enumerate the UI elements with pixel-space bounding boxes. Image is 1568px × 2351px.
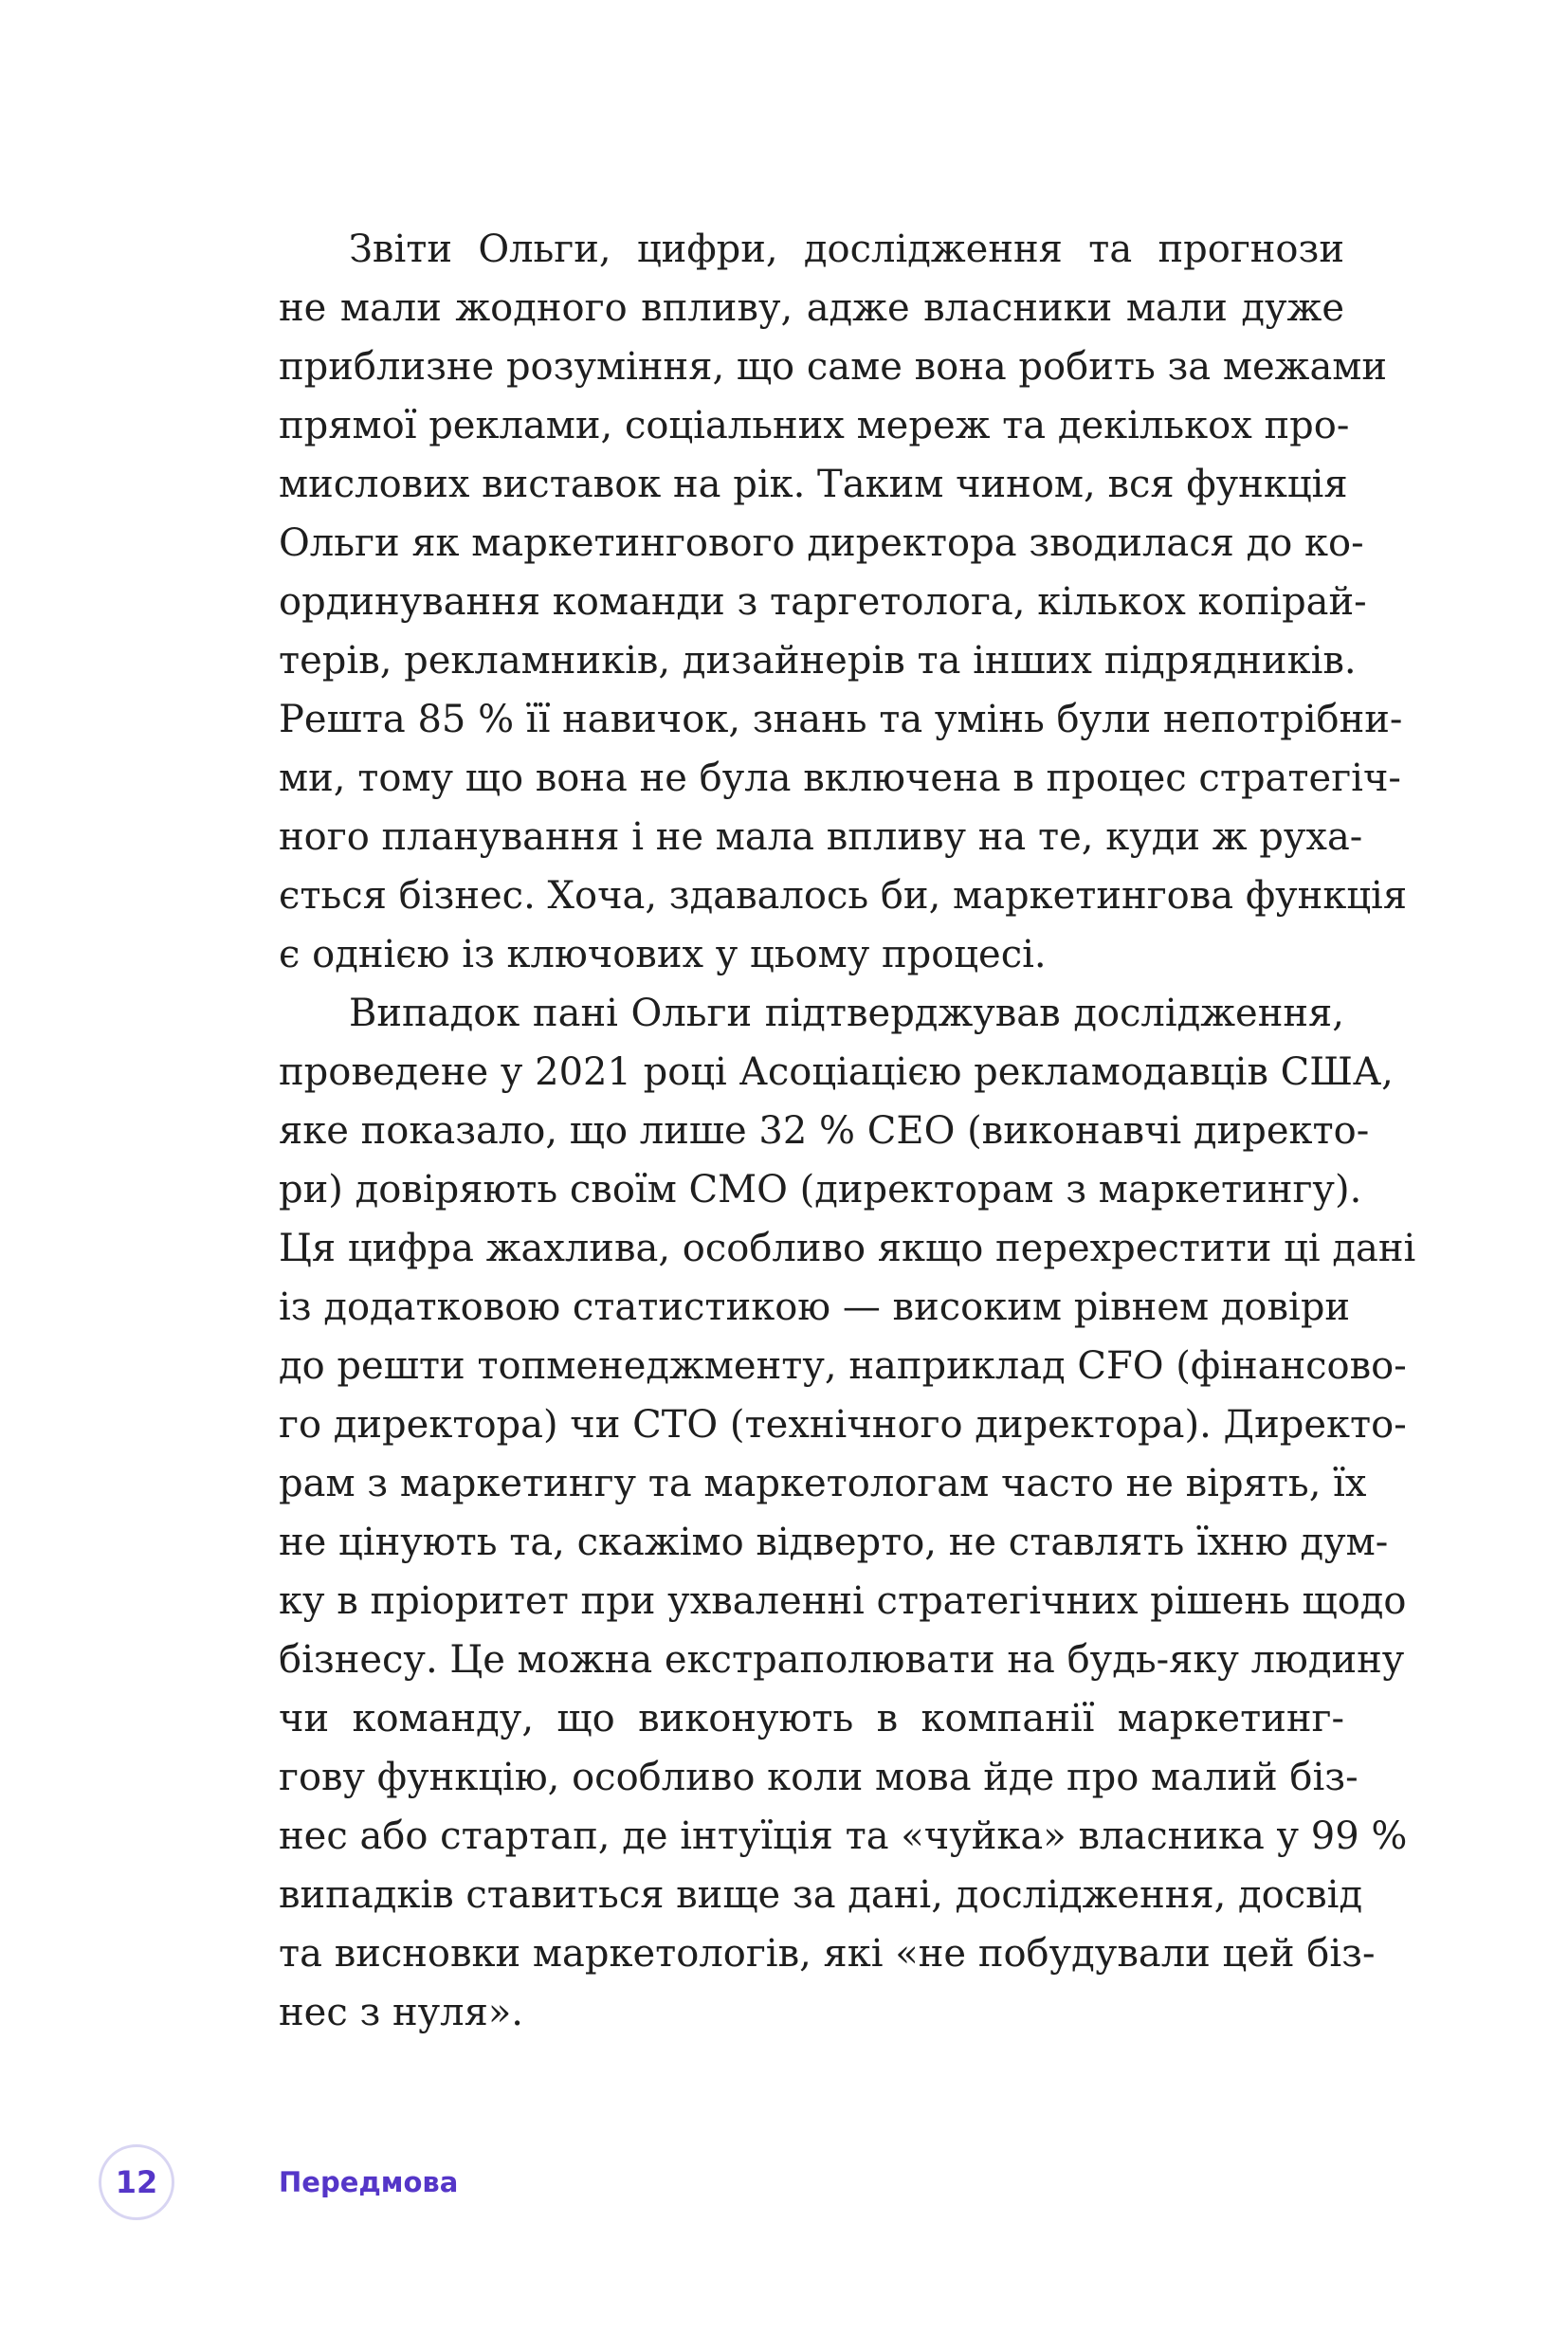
page-number: 12 xyxy=(99,2144,174,2220)
text-line: ного планування і не мала впливу на те, куди ж руха- xyxy=(279,815,1363,859)
text-line: Випадок пані Ольги підтверджував дослідження, xyxy=(349,992,1344,1035)
text-line: рам з маркетингу та маркетологам часто не вірять, їх xyxy=(279,1462,1367,1505)
text-line: прямої реклами, соціальних мереж та декількох про- xyxy=(279,404,1350,447)
text-line: не мали жодного впливу, адже власники мали дуже xyxy=(279,286,1344,330)
text-line: ординування команди з таргетолога, кількох копірай- xyxy=(279,580,1367,624)
text-line: яке показало, що лише 32 % CEO (виконавчі директо- xyxy=(279,1109,1370,1153)
text-line: проведене у 2021 році Асоціацією рекламодавців США, xyxy=(279,1050,1394,1094)
text-line: ми, тому що вона не була включена в процес стратегіч- xyxy=(279,756,1401,800)
text-line: до решти топменеджменту, наприклад CFO (фінансово- xyxy=(279,1344,1407,1388)
text-line: чи команду, що виконують в компанії маркетинг- xyxy=(279,1697,1344,1740)
page-footer xyxy=(99,2144,667,2220)
text-line: ку в пріоритет при ухваленні стратегічних рішень щодо xyxy=(279,1579,1407,1623)
text-line: приблизне розуміння, що саме вона робить за межами xyxy=(279,345,1388,389)
text-line: ри) довіряють своїм CMO (директорам з маркетингу). xyxy=(279,1168,1362,1212)
text-line: гову функцію, особливо коли мова йде про малий біз- xyxy=(279,1756,1358,1799)
text-line: терів, рекламників, дизайнерів та інших підрядників. xyxy=(279,639,1357,683)
paragraph-2 xyxy=(279,984,1416,2042)
text-line: із додатковою статистикою — високим рівнем довіри xyxy=(279,1285,1351,1329)
text-line: є однією із ключових у цьому процесі. xyxy=(279,933,1047,976)
text-line: нес з нуля». xyxy=(279,1991,524,2034)
body-text xyxy=(279,220,1416,2042)
text-line: Ольги як маркетингового директора зводилася до ко- xyxy=(279,521,1364,565)
text-line: та висновки маркетологів, які «не побудували цей біз- xyxy=(279,1932,1376,1976)
text-line: го директора) чи CTO (технічного директора). Директо- xyxy=(279,1403,1407,1447)
section-title: Передмова xyxy=(279,2166,459,2198)
text-line: ється бізнес. Хоча, здавалось би, маркетингова функція xyxy=(279,874,1408,918)
text-line: бізнесу. Це можна екстраполювати на будь-яку людину xyxy=(279,1638,1405,1682)
paragraph-1 xyxy=(279,220,1408,984)
text-line: Ця цифра жахлива, особливо якщо перехрестити ці дані xyxy=(279,1227,1416,1270)
text-line: Звіти Ольги, цифри, дослідження та прогнози xyxy=(349,228,1344,271)
text-line: випадків ставиться вище за дані, дослідження, досвід xyxy=(279,1873,1363,1917)
text-line: нес або стартап, де інтуїція та «чуйка» власника у 99 % xyxy=(279,1814,1408,1858)
text-line: мислових виставок на рік. Таким чином, вся функція xyxy=(279,463,1348,506)
text-line: Решта 85 % її навичок, знань та умінь були непотрібни- xyxy=(279,698,1403,741)
text-line: не цінують та, скажімо відверто, не ставлять їхню дум- xyxy=(279,1521,1389,1564)
